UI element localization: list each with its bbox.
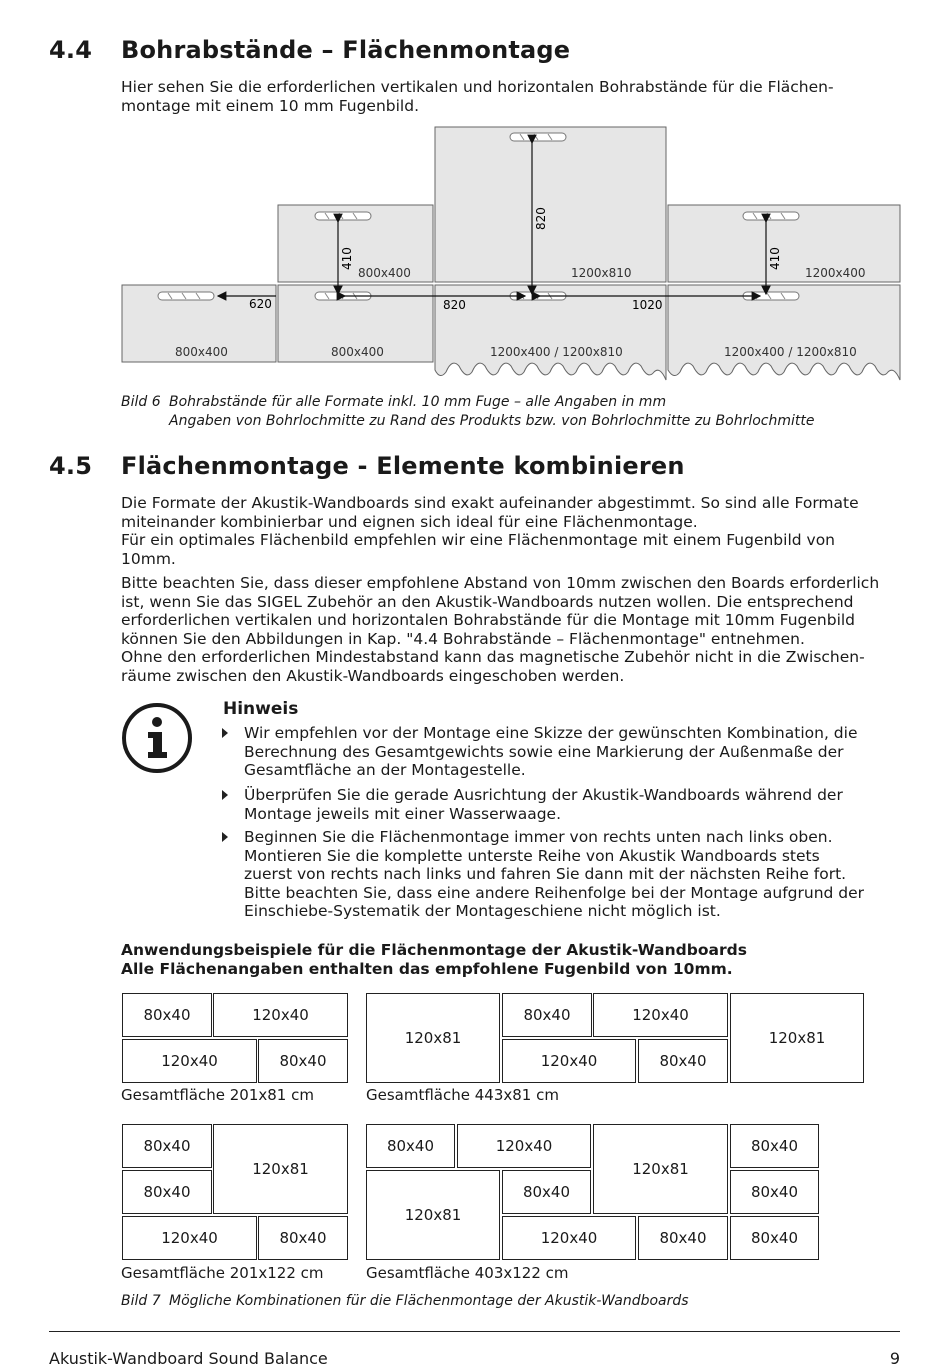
section-4-4-intro: Hier sehen Sie die erforderlichen vertikalen und horizontalen Bohrabstände für die Flächen- montage mit einem 10 mm Fugenbild. (121, 78, 834, 115)
board-box: 80x40 (122, 1170, 212, 1214)
caption-line: Mögliche Kombinationen für die Flächenmontage der Akustik-Wandboards (169, 1293, 689, 1309)
label-bottom-1: 800x400 (175, 345, 228, 359)
board-box: 80x40 (502, 993, 592, 1037)
caption-label: Bild 7 (121, 1293, 161, 1309)
caption-line: Angaben von Bohrlochmitte zu Rand des Produkts bzw. von Bohrlochmitte zu Bohrlochmitte (169, 412, 815, 429)
section-4-5-heading (49, 452, 849, 484)
board-box: 80x40 (638, 1216, 728, 1260)
section-title: Flächenmontage - Elemente kombinieren (121, 452, 685, 480)
total-area-label: Gesamtfläche 201x122 cm (121, 1264, 324, 1282)
board-box: 120x40 (502, 1216, 636, 1260)
arrow-right-icon (222, 790, 228, 800)
drilling-diagram (0, 0, 950, 400)
board-box: 80x40 (730, 1216, 819, 1260)
label-top-2: 1200x810 (571, 266, 632, 280)
caption-line: Bohrabstände für alle Formate inkl. 10 mm Fuge – alle Angaben in mm (169, 394, 667, 410)
dim-410-right: 410 (768, 247, 782, 270)
board-box: 120x81 (366, 1170, 500, 1260)
dim-410-left: 410 (340, 247, 354, 270)
board-box: 120x81 (213, 1124, 348, 1214)
hinweis-title: Hinweis (223, 699, 299, 719)
dim-820-horizontal: 820 (443, 298, 466, 312)
caption-label: Bild 6 (121, 394, 161, 410)
label-bottom-4: 1200x400 / 1200x810 (724, 345, 857, 359)
total-area-label: Gesamtfläche 403x122 cm (366, 1264, 569, 1282)
board-box: 80x40 (502, 1170, 591, 1214)
board-box: 120x81 (593, 1124, 728, 1214)
figure-7-caption (121, 1292, 821, 1312)
board-box: 120x40 (502, 1039, 636, 1083)
board-box: 80x40 (366, 1124, 455, 1168)
label-top-1: 800x400 (358, 266, 411, 280)
label-top-3: 1200x400 (805, 266, 866, 280)
info-icon (121, 702, 193, 774)
label-bottom-3: 1200x400 / 1200x810 (490, 345, 623, 359)
board-box: 80x40 (730, 1170, 819, 1214)
total-area-label: Gesamtfläche 201x81 cm (121, 1086, 314, 1104)
arrow-right-icon (222, 832, 228, 842)
board-box: 120x40 (122, 1039, 257, 1083)
label-bottom-2: 800x400 (331, 345, 384, 359)
examples-heading: Anwendungsbeispiele für die Flächenmontage der Akustik-Wandboards Alle Flächenangaben enthalten das empfohlene Fugenbild von 10mm. (121, 941, 747, 978)
arrow-right-icon (222, 728, 228, 738)
footer-title: Akustik-Wandboard Sound Balance (49, 1349, 328, 1368)
board-box: 80x40 (258, 1216, 348, 1260)
hinweis-list: Wir empfehlen vor der Montage eine Skizze der gewünschten Kombination, die Berechnung des Gesamtgewichts sowie eine Markierung der Außenmaße der Gesamtfläche an der Montagestelle. Überprüfen Sie die gerade Ausrichtung der Akustik-Wandboards während der Montage jeweils mit einer Wasserwaage. Beginnen Sie die Flächenmontage immer von rechts unten nach links oben. Montieren Sie die komplette unterste Reihe von Akustik Wandboards stets zuerst von rechts nach links und fahren Sie dann mit der nächsten Reihe fort. Bitte beachten Sie, dass eine andere Reihenfolge bei der Montage aufgrund der Einschiebe-Systematik der Montageschiene nicht möglich ist. (222, 724, 902, 924)
board-box: 120x40 (457, 1124, 591, 1168)
dim-1020: 1020 (632, 298, 663, 312)
section-4-5-paragraph-2: Bitte beachten Sie, dass dieser empfohlene Abstand von 10mm zwischen den Boards erforderlich ist, wenn Sie das SIGEL Zubehör an den Akustik-Wandboards nutzen wollen. Die entsprechend erforderlichen vertikalen und horizontalen Bohrabstände für die Montage mit 10mm Fugenbild können Sie den Abbildungen in Kap. "4.4 Bohrabstände – Flächenmontage" entnehmen. Ohne den erforderlichen Mindestabstand kann das magnetische Zubehör nicht in die Zwischen- räume zwischen den Akustik-Wandboards eingeschoben werden. (121, 574, 880, 685)
figure-6-caption (121, 393, 881, 433)
board-box: 80x40 (730, 1124, 819, 1168)
dim-620: 620 (249, 297, 272, 311)
board-box: 120x81 (366, 993, 500, 1083)
panel-top-1200x810 (435, 127, 666, 282)
board-box: 120x81 (730, 993, 864, 1083)
board-box: 80x40 (258, 1039, 348, 1083)
board-box: 80x40 (122, 1124, 212, 1168)
dim-820-vertical: 820 (534, 207, 548, 230)
page-number: 9 (889, 1349, 900, 1368)
board-box: 80x40 (638, 1039, 728, 1083)
footer-divider (49, 1331, 900, 1332)
board-box: 120x40 (213, 993, 348, 1037)
total-area-label: Gesamtfläche 443x81 cm (366, 1086, 559, 1104)
section-number: 4.4 (49, 36, 93, 64)
board-box: 120x40 (593, 993, 728, 1037)
section-number: 4.5 (49, 452, 93, 480)
board-box: 120x40 (122, 1216, 257, 1260)
section-title: Bohrabstände – Flächenmontage (121, 36, 571, 64)
board-box: 80x40 (122, 993, 212, 1037)
section-4-5-paragraph-1: Die Formate der Akustik-Wandboards sind exakt aufeinander abgestimmt. So sind alle Formate miteinander kombinierbar und eignen sich ideal für eine Flächenmontage. Für ein optimales Flächenbild empfehlen wir eine Flächenmontage mit einem Fugenbild von 10mm. (121, 494, 859, 568)
